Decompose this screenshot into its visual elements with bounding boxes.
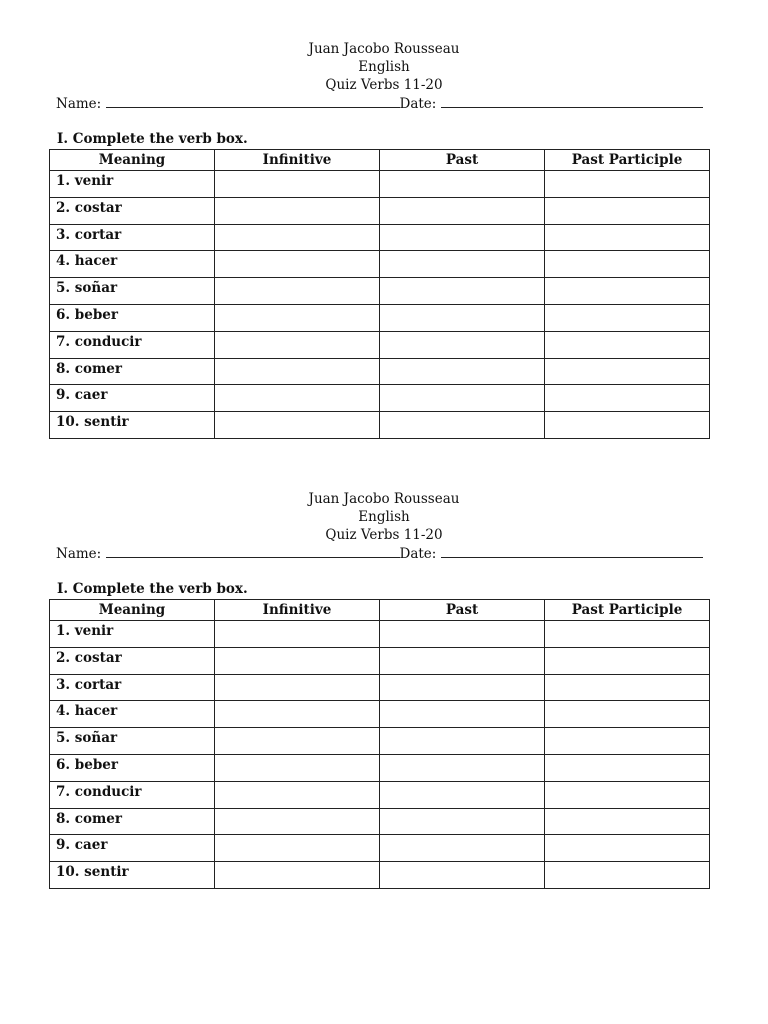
verb-table [49, 599, 710, 889]
meaning-cell: 2. costar [50, 647, 215, 674]
past-participle-cell[interactable] [545, 171, 710, 198]
past-participle-cell[interactable] [545, 728, 710, 755]
column-header-past: Past [380, 150, 545, 171]
table-row [50, 781, 710, 808]
meaning-cell: 1. venir [50, 171, 215, 198]
past-participle-cell[interactable] [545, 781, 710, 808]
infinitive-cell[interactable] [215, 781, 380, 808]
infinitive-cell[interactable] [215, 251, 380, 278]
name-label: Name: [56, 96, 102, 112]
table-row [50, 674, 710, 701]
table-row [50, 197, 710, 224]
infinitive-cell[interactable] [215, 862, 380, 889]
school-name: Juan Jacobo Rousseau [308, 491, 460, 507]
past-cell[interactable] [380, 358, 545, 385]
past-participle-cell[interactable] [545, 835, 710, 862]
past-participle-cell[interactable] [545, 674, 710, 701]
past-cell[interactable] [380, 224, 545, 251]
date-field[interactable] [441, 94, 703, 108]
meaning-cell: 3. cortar [50, 674, 215, 701]
quiz-title: Quiz Verbs 11-20 [325, 527, 443, 543]
past-cell[interactable] [380, 412, 545, 439]
school-name: Juan Jacobo Rousseau [308, 41, 460, 57]
infinitive-cell[interactable] [215, 171, 380, 198]
table-row [50, 808, 710, 835]
date-label: Date: [399, 546, 437, 562]
table-row [50, 304, 710, 331]
table-row [50, 251, 710, 278]
table-row [50, 278, 710, 305]
meaning-cell: 9. caer [50, 835, 215, 862]
meaning-cell: 10. sentir [50, 412, 215, 439]
name-label: Name: [56, 546, 102, 562]
date-label: Date: [399, 96, 437, 112]
table-row [50, 862, 710, 889]
name-field[interactable] [106, 544, 400, 558]
past-participle-cell[interactable] [545, 754, 710, 781]
table-header-row [50, 150, 710, 171]
instructions: I. Complete the verb box. [57, 581, 248, 597]
column-header-past: Past [380, 600, 545, 621]
meaning-cell: 6. beber [50, 304, 215, 331]
infinitive-cell[interactable] [215, 224, 380, 251]
past-cell[interactable] [380, 862, 545, 889]
column-header-meaning: Meaning [50, 600, 215, 621]
instructions: I. Complete the verb box. [57, 131, 248, 147]
table-row [50, 224, 710, 251]
table-row [50, 754, 710, 781]
past-cell[interactable] [380, 621, 545, 648]
name-date-line [56, 544, 696, 562]
infinitive-cell[interactable] [215, 412, 380, 439]
quiz-title: Quiz Verbs 11-20 [325, 77, 443, 93]
past-participle-cell[interactable] [545, 621, 710, 648]
infinitive-cell[interactable] [215, 621, 380, 648]
verb-table [49, 149, 710, 439]
table-row [50, 331, 710, 358]
table-row [50, 171, 710, 198]
meaning-cell: 2. costar [50, 197, 215, 224]
meaning-cell: 4. hacer [50, 251, 215, 278]
meaning-cell: 6. beber [50, 754, 215, 781]
column-header-meaning: Meaning [50, 150, 215, 171]
past-participle-cell[interactable] [545, 304, 710, 331]
table-row [50, 621, 710, 648]
subject-name: English [358, 509, 410, 525]
meaning-cell: 7. conducir [50, 331, 215, 358]
meaning-cell: 1. venir [50, 621, 215, 648]
meaning-cell: 4. hacer [50, 701, 215, 728]
past-participle-cell[interactable] [545, 412, 710, 439]
infinitive-cell[interactable] [215, 728, 380, 755]
past-cell[interactable] [380, 278, 545, 305]
table-row [50, 412, 710, 439]
infinitive-cell[interactable] [215, 835, 380, 862]
table-row [50, 701, 710, 728]
meaning-cell: 9. caer [50, 385, 215, 412]
meaning-cell: 8. comer [50, 808, 215, 835]
meaning-cell: 7. conducir [50, 781, 215, 808]
infinitive-cell[interactable] [215, 278, 380, 305]
past-cell[interactable] [380, 197, 545, 224]
column-header-infinitive: Infinitive [215, 600, 380, 621]
past-participle-cell[interactable] [545, 278, 710, 305]
infinitive-cell[interactable] [215, 701, 380, 728]
table-row [50, 358, 710, 385]
name-date-line [56, 94, 696, 112]
infinitive-cell[interactable] [215, 647, 380, 674]
table-row [50, 647, 710, 674]
column-header-past-participle: Past Participle [545, 150, 710, 171]
infinitive-cell[interactable] [215, 808, 380, 835]
meaning-cell: 5. soñar [50, 728, 215, 755]
past-participle-cell[interactable] [545, 251, 710, 278]
past-participle-cell[interactable] [545, 358, 710, 385]
infinitive-cell[interactable] [215, 197, 380, 224]
meaning-cell: 8. comer [50, 358, 215, 385]
past-participle-cell[interactable] [545, 808, 710, 835]
past-cell[interactable] [380, 304, 545, 331]
meaning-cell: 3. cortar [50, 224, 215, 251]
past-cell[interactable] [380, 835, 545, 862]
past-cell[interactable] [380, 701, 545, 728]
past-participle-cell[interactable] [545, 331, 710, 358]
past-participle-cell[interactable] [545, 862, 710, 889]
past-cell[interactable] [380, 754, 545, 781]
past-participle-cell[interactable] [545, 224, 710, 251]
quiz-sheet-2 [0, 490, 768, 889]
infinitive-cell[interactable] [215, 304, 380, 331]
infinitive-cell[interactable] [215, 754, 380, 781]
meaning-cell: 10. sentir [50, 862, 215, 889]
date-field[interactable] [441, 544, 703, 558]
table-row [50, 728, 710, 755]
past-participle-cell[interactable] [545, 647, 710, 674]
column-header-infinitive: Infinitive [215, 150, 380, 171]
table-row [50, 385, 710, 412]
past-cell[interactable] [380, 808, 545, 835]
infinitive-cell[interactable] [215, 331, 380, 358]
infinitive-cell[interactable] [215, 358, 380, 385]
past-participle-cell[interactable] [545, 385, 710, 412]
past-cell[interactable] [380, 251, 545, 278]
past-cell[interactable] [380, 781, 545, 808]
past-cell[interactable] [380, 728, 545, 755]
subject-name: English [358, 59, 410, 75]
column-header-past-participle: Past Participle [545, 600, 710, 621]
meaning-cell: 5. soñar [50, 278, 215, 305]
past-participle-cell[interactable] [545, 197, 710, 224]
table-header-row [50, 600, 710, 621]
infinitive-cell[interactable] [215, 385, 380, 412]
past-cell[interactable] [380, 171, 545, 198]
quiz-sheet-1 [0, 40, 768, 439]
past-cell[interactable] [380, 674, 545, 701]
past-participle-cell[interactable] [545, 701, 710, 728]
past-cell[interactable] [380, 647, 545, 674]
past-cell[interactable] [380, 331, 545, 358]
past-cell[interactable] [380, 385, 545, 412]
infinitive-cell[interactable] [215, 674, 380, 701]
name-field[interactable] [106, 94, 400, 108]
table-row [50, 835, 710, 862]
